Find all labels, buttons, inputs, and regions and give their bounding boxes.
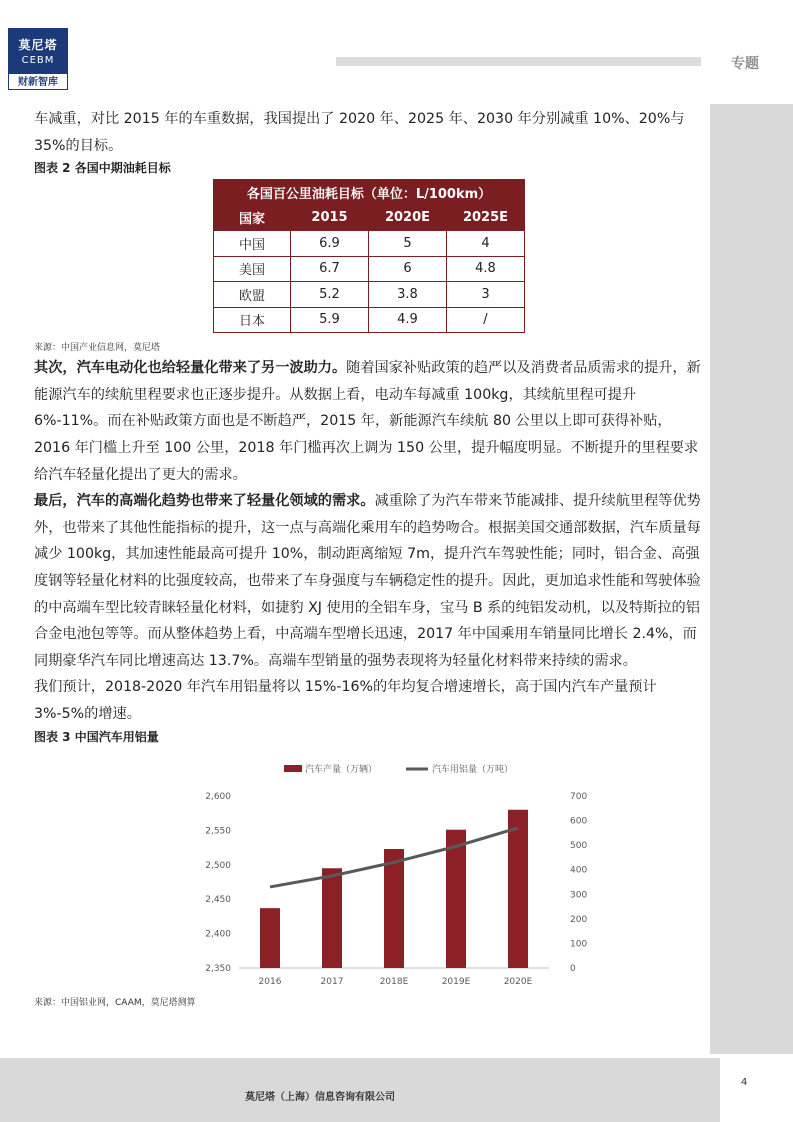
table-cell: 欧盟 (214, 282, 291, 308)
section-label: 专题 (731, 56, 759, 72)
figure3-source: 来源：中国铝业网，CAAM，莫尼塔测算 (34, 997, 196, 1008)
y-left-tick-label: 2,400 (205, 929, 231, 940)
figure2-title: 图表 2 各国中期油耗目标 (34, 161, 171, 176)
y-left-tick-label: 2,550 (205, 825, 231, 836)
paragraph-premium-lead: 最后，汽车的高端化趋势也带来了轻量化领域的需求。 (34, 493, 375, 510)
x-tick-label: 2016 (258, 976, 282, 987)
page-number: 4 (741, 1077, 748, 1088)
y-left-tick-label: 2,600 (205, 791, 231, 802)
table-row (214, 307, 525, 333)
y-left-tick-label: 2,500 (205, 860, 231, 871)
y-right-tick-label: 200 (570, 914, 588, 925)
table-row (214, 256, 525, 282)
figure2-source: 来源：中国产业信息网，莫尼塔 (34, 343, 161, 354)
table-cell: 3 (447, 282, 525, 308)
table-cell: 6.7 (291, 256, 369, 282)
y-right-tick-label: 400 (570, 865, 588, 876)
y-left-tick-label: 2,450 (205, 894, 231, 905)
paragraph-ev-text: 随着国家补贴政策的趋严以及消费者品质需求的提升，新能源汽车的续航里程要求也正逐步提升。从数据上看，电动车每减重 100kg，其续航里程可提升 6%-11%。而在补贴政策方面也是不断趋严，2015 年，新能源汽车续航 80 公里以上即可获得补贴，2016 年门槛上升至 100 公里，2018 年门槛再次上调为 150 公里，提升幅度明显。不断提升的里程要求给汽车轻量化提出了更大的需求。 (34, 360, 701, 483)
chart-svg (124, 746, 724, 996)
bar-production (260, 908, 280, 968)
y-right-tick-label: 500 (570, 840, 588, 851)
logo-en-text: CEBM (21, 55, 55, 66)
logo (8, 28, 68, 90)
table-cell: 中国 (214, 231, 291, 257)
table-cell: 5.2 (291, 282, 369, 308)
table-header-cell: 2020E (369, 205, 447, 231)
table-row (214, 231, 525, 257)
y-right-tick-label: 600 (570, 816, 588, 827)
y-right-tick-label: 0 (570, 963, 576, 974)
table-cell: 5 (369, 231, 447, 257)
bar-production (508, 809, 528, 967)
logo-sub-text: 财新智库 (8, 73, 68, 90)
x-tick-label: 2018E (379, 976, 409, 987)
bar-production (446, 829, 466, 967)
bar-production (322, 868, 342, 968)
header-bar (336, 57, 701, 66)
figure3-title: 图表 3 中国汽车用铝量 (34, 729, 159, 744)
y-right-tick-label: 700 (570, 791, 588, 802)
paragraph-ev (34, 355, 702, 488)
table-header-cell: 2025E (447, 205, 525, 231)
table-header-row (214, 205, 525, 231)
paragraph-premium-text: 减重除了为汽车带来节能减排、提升续航里程等优势外，也带来了其他性能指标的提升，这一点与高端化乘用车的趋势吻合。根据美国交通部数据，汽车质量每减少 100kg，其加速性能最高可提升 10%，制动距离缩短 7m，提升汽车驾驶性能；同时，铝合金、高强度钢等轻量化材料的比强度较高，也带来了车身强度与车辆稳定性的提升。因此，更加追求性能和驾驶体验的中高端车型比较青睐轻量化材料，如捷豹 XJ 使用的全铝车身，宝马 B 系的纯铝发动机，以及特斯拉的铝合金电池包等等。而从整体趋势上看，中高端车型增长迅速，2017 年中国乘用车销量同比增长 2.4%，而同期豪华汽车同比增速高达 13.7%。高端车型销量的强势表现将为轻量化材料带来持续的需求。 (34, 493, 701, 669)
legend-bar-label: 汽车产量（万辆） (305, 764, 378, 775)
table-cell: 4 (447, 231, 525, 257)
table-cell: 4.8 (447, 256, 525, 282)
table-caption: 各国百公里油耗目标（单位：L/100km） (214, 180, 525, 206)
table-cell: 日本 (214, 307, 291, 333)
table-header-cell: 国家 (214, 205, 291, 231)
paragraph-intro: 车减重，对比 2015 年的车重数据，我国提出了 2020 年、2025 年、2030 年分别减重 10%、20%与 35%的目标。 (34, 111, 685, 154)
paragraph-forecast: 我们预计，2018-2020 年汽车用铝量将以 15%-16%的年均复合增速增长，高于国内汽车产量预计 3%-5%的增速。 (34, 679, 657, 722)
y-right-tick-label: 100 (570, 938, 588, 949)
table-cell: 5.9 (291, 307, 369, 333)
table-cell: 3.8 (369, 282, 447, 308)
main-content (34, 106, 702, 1010)
table-cell: 4.9 (369, 307, 447, 333)
table-cell: / (447, 307, 525, 333)
footer-company: 莫尼塔（上海）信息咨询有限公司 (245, 1092, 395, 1103)
x-tick-label: 2019E (441, 976, 471, 987)
bar-production (384, 848, 404, 967)
y-left-tick-label: 2,350 (205, 963, 231, 974)
x-tick-label: 2017 (320, 976, 344, 987)
x-tick-label: 2020E (503, 976, 533, 987)
legend-bar-swatch (284, 765, 302, 772)
table-header-cell: 2015 (291, 205, 369, 231)
fuel-target-table (213, 179, 525, 333)
logo-cn-text: 莫尼塔 (18, 38, 58, 52)
aluminum-chart (124, 746, 724, 996)
table-cell: 6 (369, 256, 447, 282)
table-row (214, 282, 525, 308)
y-right-tick-label: 300 (570, 889, 588, 900)
paragraph-premium (34, 488, 702, 674)
table-cell: 6.9 (291, 231, 369, 257)
legend-line-label: 汽车用铝量（万吨） (432, 764, 514, 775)
table-cell: 美国 (214, 256, 291, 282)
paragraph-ev-lead: 其次，汽车电动化也给轻量化带来了另一波助力。 (34, 360, 347, 377)
